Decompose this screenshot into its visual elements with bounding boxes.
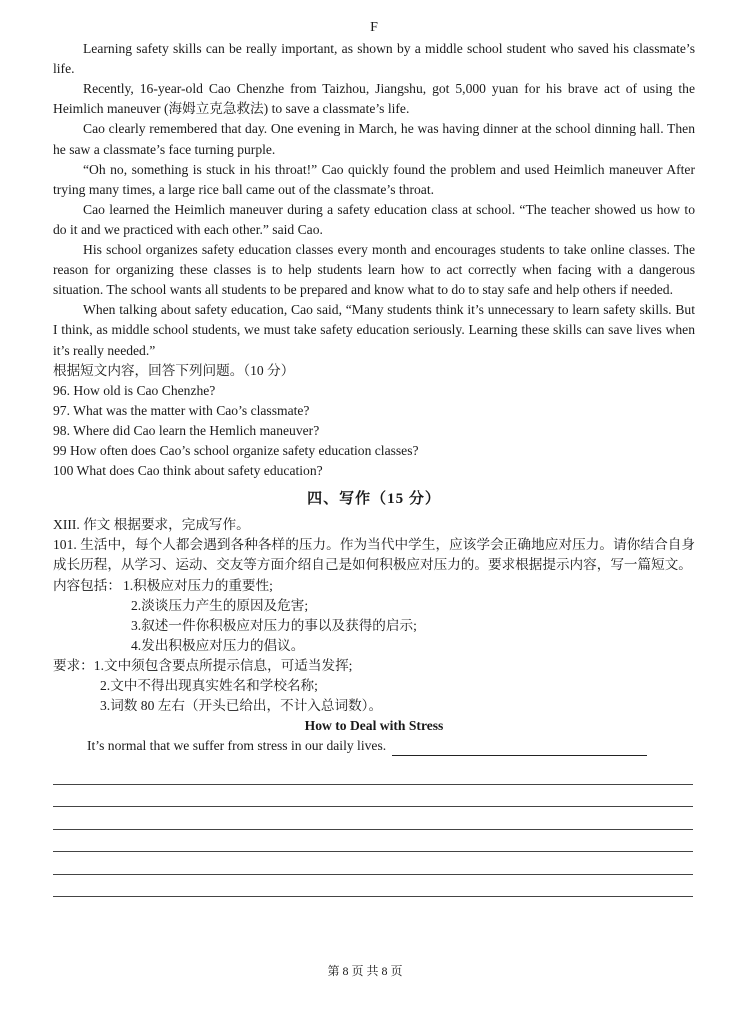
- writing-line[interactable]: [53, 785, 693, 808]
- question-instruction: 根据短文内容，回答下列问题。（10 分）: [53, 362, 295, 378]
- question-item: 98. Where did Cao learn the Hemlich maneuver?: [53, 422, 320, 438]
- section-letter: F: [370, 20, 378, 35]
- passage-paragraph: Cao clearly remembered that day. One evening in March, he was having dinner at the school dinning hall. Then he saw a classmate’s face turning purple.: [53, 121, 695, 157]
- passage-paragraph: His school organizes safety education classes every month and encourages students to take online classes. The reason for organizing these classes is to help students learn how to act correctly when facing with a dangerous situation. The school wants all students to be prepared and know what to do to stay safe and help others if needed.: [53, 242, 695, 298]
- content-label: 内容包括：: [53, 577, 121, 593]
- requirements-label: 要求：: [53, 657, 94, 673]
- question-item: 97. What was the matter with Cao’s classmate?: [53, 402, 310, 418]
- writing-line[interactable]: [53, 875, 693, 898]
- passage-paragraph: Learning safety skills can be really important, as shown by a middle school student who saved his classmate’s life.: [53, 41, 695, 77]
- exam-page: [53, 18, 695, 897]
- question-list: [53, 381, 695, 481]
- question-item: 99 How often does Cao’s school organize safety education classes?: [53, 442, 419, 458]
- writing-prompt: 101. 生活中，每个人都会遇到各种各样的压力。作为当代中学生，应该学会正确地应对压力。请你结合自身成长历程，从学习、运动、交友等方面介绍自己是如何积极应对压力的。要求根据提示内容，写一篇短文。: [53, 537, 695, 573]
- content-item: 4.发出积极应对压力的倡议。: [131, 637, 305, 653]
- requirement-item: 2.文中不得出现真实姓名和学校名称;: [100, 678, 318, 693]
- question-item: 96. How old is Cao Chenzhe?: [53, 382, 216, 398]
- content-item: 3.叙述一件你积极应对压力的事以及获得的启示;: [131, 617, 417, 633]
- content-label-line: [53, 576, 695, 596]
- writing-line[interactable]: [53, 852, 693, 875]
- question-item: 100 What does Cao think about safety education?: [53, 463, 323, 479]
- writing-line[interactable]: [53, 830, 693, 853]
- passage-paragraph: “Oh no, something is stuck in his throat!” Cao quickly found the problem and used Heimlich maneuver After trying many times, a large rice ball came out of the classmate’s throat.: [53, 161, 695, 197]
- essay-blank[interactable]: [392, 741, 647, 756]
- writing-lines: [53, 762, 695, 897]
- writing-section-title: 四、写作（15 分）: [307, 491, 441, 508]
- writing-line[interactable]: [53, 807, 693, 830]
- essay-start-text: It’s normal that we suffer from stress in our daily lives.: [87, 738, 387, 754]
- passage-paragraph: When talking about safety education, Cao said, “Many students think it’s unnecessary to learn safety skills. But I think, as middle school students, we must take safety education seriously. Learning these skills can save lives when it’s really needed.”: [53, 302, 695, 358]
- writing-line[interactable]: [53, 762, 693, 785]
- essay-title: How to Deal with Stress: [304, 718, 444, 734]
- reading-passage: [53, 39, 695, 361]
- page-footer: 第 8 页 共 8 页: [327, 964, 403, 978]
- writing-heading: XIII. 作文 根据要求，完成写作。: [53, 517, 250, 533]
- requirements-line: [53, 656, 695, 676]
- content-item: 1.积极应对压力的重要性;: [122, 577, 273, 593]
- passage-paragraph: Cao learned the Heimlich maneuver during a safety education class at school. “The teacher showed us how to do it and we practiced with each other.” said Cao.: [53, 201, 695, 237]
- requirement-item: 3.词数 80 左右（开头已给出，不计入总词数）。: [100, 698, 383, 714]
- content-item: 2.淡谈压力产生的原因及危害;: [131, 597, 309, 613]
- essay-start-line: [57, 736, 695, 756]
- passage-paragraph: Recently, 16-year-old Cao Chenzhe from Taizhou, Jiangshu, got 5,000 yuan for his brave act of using the Heimlich maneuver (海姆立克急救法) to save a classmate’s life.: [53, 81, 695, 117]
- requirement-item: 1.文中须包含要点所提示信息，可适当发挥;: [93, 657, 353, 673]
